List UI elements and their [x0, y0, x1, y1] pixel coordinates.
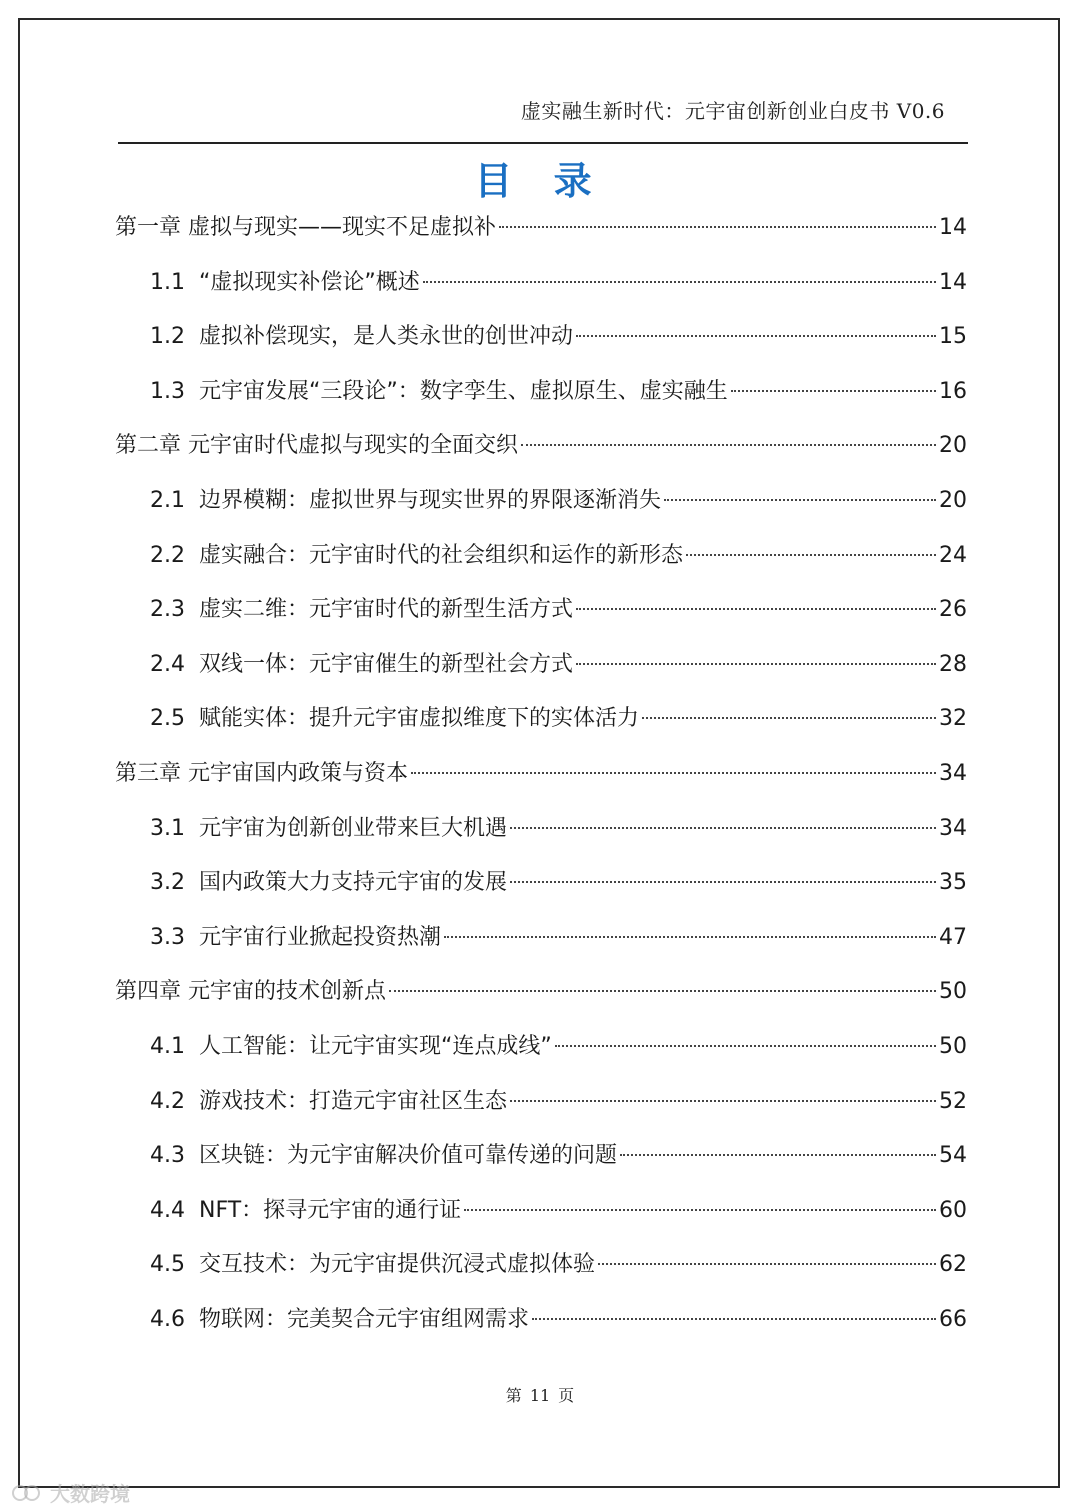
toc-section-entry[interactable] [150, 474, 967, 528]
toc-entry-number: 1.2 [150, 324, 199, 350]
toc-entry-page-number: 52 [939, 1088, 967, 1114]
toc-section-entry[interactable] [150, 638, 967, 692]
toc-chapter-entry[interactable] [115, 201, 967, 255]
toc-entry-title: 第二章 元宇宙时代虚拟与现实的全面交织 [115, 433, 518, 459]
toc-dot-leader [555, 1045, 936, 1047]
toc-entry-title: 第四章 元宇宙的技术创新点 [115, 979, 386, 1005]
toc-section-entry[interactable] [150, 856, 967, 910]
toc-dot-leader [686, 554, 936, 556]
toc-section-entry[interactable] [150, 692, 967, 746]
toc-section-entry[interactable] [150, 583, 967, 637]
toc-entry-title: 人工智能：让元宇宙实现“连点成线” [198, 1034, 552, 1059]
toc-entry-page-number: 14 [939, 269, 967, 295]
toc-dot-leader [521, 444, 936, 446]
page-number-prefix: 第 [505, 1386, 522, 1405]
toc-section-entry[interactable] [150, 256, 967, 310]
toc-entry-number: 1.1 [150, 269, 199, 295]
toc-entry-page-number: 50 [939, 979, 967, 1005]
toc-dot-leader [664, 499, 936, 501]
toc-dot-leader [389, 990, 936, 992]
toc-entry-title: 虚实二维：元宇宙时代的新型生活方式 [198, 597, 573, 623]
toc-section-entry[interactable] [150, 529, 967, 583]
toc-entry-title: 赋能实体：提升元宇宙虚拟维度下的实体活力 [198, 706, 639, 732]
toc-entry-number: 4.6 [150, 1307, 199, 1332]
toc-entry-title: 物联网：完美契合元宇宙组网需求 [198, 1307, 529, 1332]
toc-section-entry[interactable] [150, 1184, 967, 1238]
toc-dot-leader [464, 1209, 936, 1211]
toc-entry-page-number: 34 [939, 761, 967, 786]
toc-entry-page-number: 20 [939, 488, 967, 513]
toc-entry-page-number: 26 [939, 597, 967, 623]
toc-dot-leader [598, 1263, 936, 1265]
toc-section-entry[interactable] [150, 1075, 967, 1129]
toc-dot-leader [576, 335, 936, 337]
toc-entry-number: 4.3 [150, 1143, 199, 1169]
toc-entry-page-number: 24 [939, 542, 967, 568]
toc-section-entry[interactable] [150, 1129, 967, 1183]
toc-section-entry[interactable] [150, 365, 967, 419]
toc-chapter-entry[interactable] [115, 747, 967, 801]
toc-entry-title: 元宇宙行业掀起投资热潮 [198, 924, 441, 950]
toc-entry-page-number: 15 [939, 324, 967, 350]
toc-entry-number: 2.3 [150, 597, 199, 623]
toc-dot-leader [576, 663, 936, 665]
page-number-suffix: 页 [558, 1386, 575, 1405]
toc-entry-page-number: 66 [939, 1307, 967, 1332]
toc-entry-page-number: 34 [939, 815, 967, 841]
toc-entry-number: 4.1 [150, 1034, 199, 1059]
toc-entry-page-number: 32 [939, 706, 967, 732]
toc-entry-title: 游戏技术：打造元宇宙社区生态 [198, 1088, 507, 1114]
toc-dot-leader [576, 608, 936, 610]
toc-entry-page-number: 62 [939, 1252, 967, 1278]
toc-entry-title: 虚拟补偿现实，是人类永世的创世冲动 [198, 324, 573, 350]
toc-title: 目 录 [474, 159, 606, 203]
toc-entry-page-number: 50 [939, 1034, 967, 1059]
toc-entry-number: 3.3 [150, 924, 199, 950]
toc-entry-title: 国内政策大力支持元宇宙的发展 [198, 870, 507, 896]
toc-section-entry[interactable] [150, 802, 967, 856]
toc-entry-number: 1.3 [150, 378, 199, 404]
toc-entry-page-number: 35 [939, 870, 967, 896]
toc-chapter-entry[interactable] [115, 419, 967, 473]
toc-entry-page-number: 14 [939, 215, 967, 240]
page-number-footer [0, 1383, 1080, 1406]
toc-entry-page-number: 47 [939, 924, 967, 950]
toc-dot-leader [532, 1318, 936, 1320]
toc-dot-leader [423, 281, 936, 283]
toc-entry-number: 3.2 [150, 870, 199, 896]
toc-entry-number: 2.2 [150, 542, 199, 568]
toc-entry-number: 4.4 [150, 1197, 199, 1223]
toc-section-entry[interactable] [150, 1020, 967, 1074]
toc-dot-leader [411, 772, 936, 774]
toc-entry-page-number: 20 [939, 433, 967, 459]
document-header-title: 虚实融生新时代：元宇宙创新创业白皮书 V0.6 [520, 99, 945, 123]
toc-entry-title: 第三章 元宇宙国内政策与资本 [115, 761, 408, 786]
toc-entry-title: 交互技术：为元宇宙提供沉浸式虚拟体验 [198, 1252, 595, 1278]
toc-entry-title: 元宇宙发展“三段论”：数字孪生、虚拟原生、虚实融生 [198, 378, 728, 404]
toc-entry-page-number: 28 [939, 651, 967, 677]
toc-entry-title: 双线一体：元宇宙催生的新型社会方式 [198, 651, 573, 677]
toc-section-entry[interactable] [150, 911, 967, 965]
toc-entry-number: 2.4 [150, 651, 199, 677]
watermark-text: 大数跨境 [50, 1482, 130, 1506]
toc-entry-title: 第一章 虚拟与现实——现实不足虚拟补 [115, 215, 496, 240]
header-rule [118, 142, 968, 144]
toc-entry-number: 3.1 [150, 815, 199, 841]
toc-dot-leader [510, 827, 936, 829]
toc-dot-leader [499, 226, 936, 228]
toc-section-entry[interactable] [150, 310, 967, 364]
toc-dot-leader [444, 936, 936, 938]
toc-dot-leader [620, 1154, 936, 1156]
toc-entry-title: NFT：探寻元宇宙的通行证 [198, 1197, 462, 1223]
toc-dot-leader [510, 881, 936, 883]
toc-entry-number: 2.5 [150, 706, 199, 732]
toc-entry-page-number: 60 [939, 1197, 967, 1223]
toc-entry-title: “虚拟现实补偿论”概述 [198, 269, 420, 295]
toc-entry-title: 元宇宙为创新创业带来巨大机遇 [198, 815, 507, 841]
toc-entry-title: 边界模糊：虚拟世界与现实世界的界限逐渐消失 [198, 488, 661, 513]
toc-entry-number: 4.2 [150, 1088, 199, 1114]
toc-section-entry[interactable] [150, 1293, 967, 1347]
toc-section-entry[interactable] [150, 1238, 967, 1292]
toc-entry-page-number: 16 [939, 378, 967, 404]
toc-entry-page-number: 54 [939, 1143, 967, 1169]
infinity-logo-icon [10, 1482, 44, 1504]
toc-dot-leader [510, 1100, 936, 1102]
toc-entry-title: 区块链：为元宇宙解决价值可靠传递的问题 [198, 1143, 617, 1169]
page-number: 11 [529, 1386, 551, 1405]
toc-entry-number: 4.5 [150, 1252, 199, 1278]
toc-entry-number: 2.1 [150, 488, 199, 513]
watermark [10, 1478, 130, 1507]
toc-entry-title: 虚实融合：元宇宙时代的社会组织和运作的新形态 [198, 542, 683, 568]
toc-dot-leader [642, 717, 936, 719]
toc-chapter-entry[interactable] [115, 965, 967, 1019]
toc-dot-leader [731, 390, 936, 392]
